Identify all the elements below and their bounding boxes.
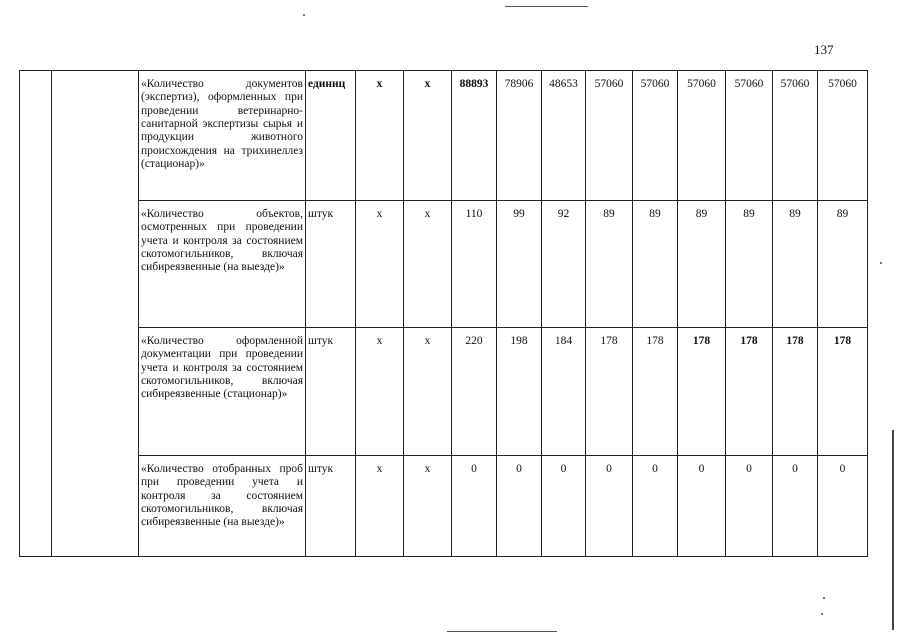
value-cell: 57060	[726, 71, 773, 201]
scan-speck	[823, 597, 825, 599]
unit-cell: штук	[306, 328, 356, 456]
value-cell: х	[404, 71, 452, 201]
value-cell: 0	[586, 456, 633, 557]
value-cell: 0	[633, 456, 678, 557]
value-cell: 89	[633, 201, 678, 328]
value-cell: 89	[678, 201, 726, 328]
table-row	[20, 201, 868, 328]
value-cell: х	[356, 328, 404, 456]
value-cell: 178	[586, 328, 633, 456]
value-cell: х	[356, 71, 404, 201]
value-cell: х	[356, 201, 404, 328]
value-cell: х	[404, 201, 452, 328]
value-cell: 89	[586, 201, 633, 328]
value-cell: 0	[773, 456, 818, 557]
indicator-description: «Количество документов (экспертиз), оформленных при проведении ветеринарно-санитарной экспертизы сырья и продукции животного происхождения на трихинеллез (стационар)»	[139, 71, 306, 201]
value-cell: 0	[452, 456, 497, 557]
value-cell: 88893	[452, 71, 497, 201]
page-number: 137	[814, 42, 834, 57]
value-cell: 57060	[818, 71, 868, 201]
value-cell: 99	[497, 201, 542, 328]
value-cell: 198	[497, 328, 542, 456]
value-cell: х	[404, 456, 452, 557]
table-row	[20, 456, 868, 557]
indicator-description: «Количество оформленной документации при проведении учета и контроля за состоянием скотомогильников, включая сибиреязвенные (стационар)»	[139, 328, 306, 456]
value-cell: 89	[726, 201, 773, 328]
value-cell: х	[356, 456, 404, 557]
value-cell: 0	[726, 456, 773, 557]
scan-speck	[880, 262, 882, 264]
margin-scan-line	[892, 430, 894, 630]
scan-speck	[821, 613, 823, 615]
bottom-scan-rule	[447, 631, 557, 632]
value-cell: 0	[678, 456, 726, 557]
indicator-table	[19, 70, 868, 557]
value-cell: 178	[726, 328, 773, 456]
value-cell: 220	[452, 328, 497, 456]
value-cell: 0	[497, 456, 542, 557]
top-scan-rule	[505, 6, 588, 7]
value-cell: 184	[542, 328, 586, 456]
value-cell: 178	[818, 328, 868, 456]
value-cell: 0	[542, 456, 586, 557]
value-cell: 57060	[586, 71, 633, 201]
value-cell: 89	[818, 201, 868, 328]
value-cell: 0	[818, 456, 868, 557]
table-body	[20, 71, 868, 557]
unit-cell: штук	[306, 201, 356, 328]
indicator-description: «Количество отобранных проб при проведении учета и контроля за состоянием скотомогильников, включая сибиреязвенные (на выезде)»	[139, 456, 306, 557]
table-row	[20, 328, 868, 456]
value-cell: 89	[773, 201, 818, 328]
value-cell: 92	[542, 201, 586, 328]
value-cell: 48653	[542, 71, 586, 201]
scan-speck	[303, 14, 305, 16]
value-cell: 57060	[678, 71, 726, 201]
value-cell: 78906	[497, 71, 542, 201]
value-cell: 57060	[773, 71, 818, 201]
value-cell: 110	[452, 201, 497, 328]
empty-name-cell	[52, 71, 139, 557]
indicator-description: «Количество объектов, осмотренных при проведении учета и контроля за состоянием скотомогильников, включая сибиреязвенные (на выезде)»	[139, 201, 306, 328]
value-cell: 57060	[633, 71, 678, 201]
unit-cell: единиц	[306, 71, 356, 201]
value-cell: х	[404, 328, 452, 456]
table-row	[20, 71, 868, 201]
value-cell: 178	[773, 328, 818, 456]
value-cell: 178	[633, 328, 678, 456]
empty-number-cell	[20, 71, 52, 557]
value-cell: 178	[678, 328, 726, 456]
unit-cell: штук	[306, 456, 356, 557]
